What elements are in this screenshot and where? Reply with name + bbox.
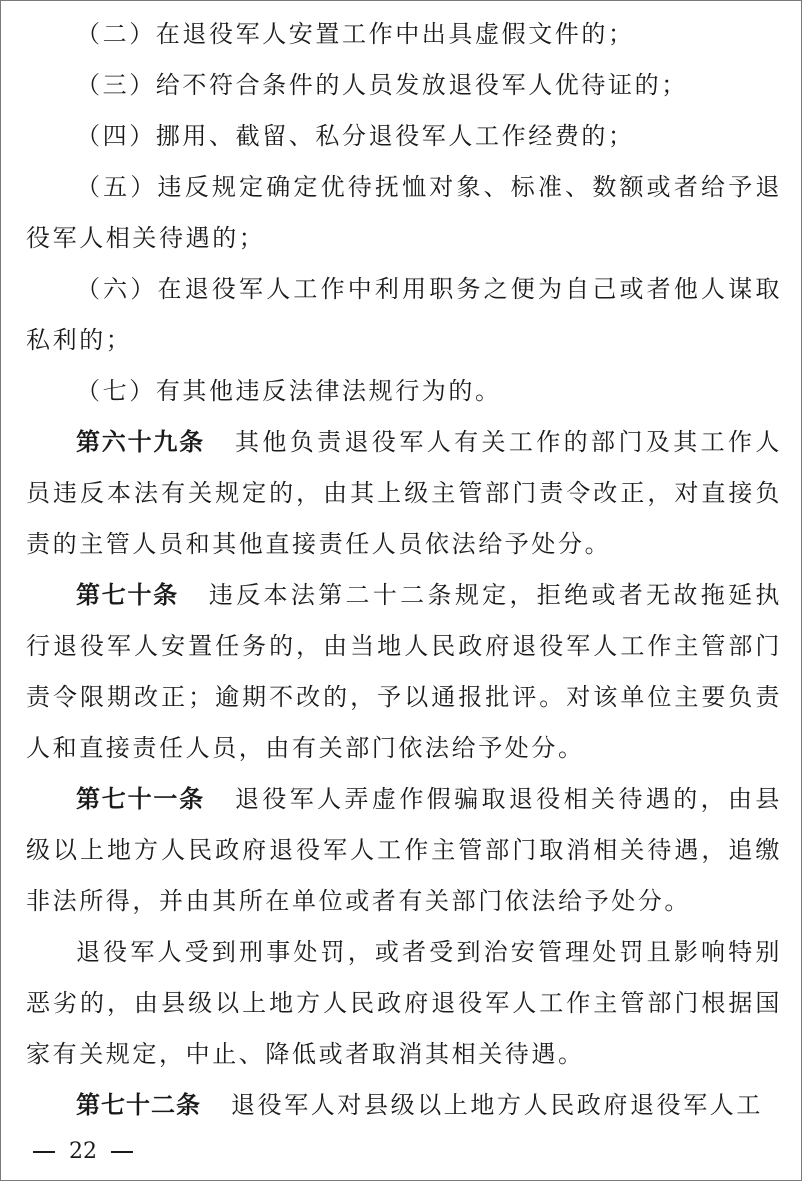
article-72-text: 退役军人对县级以上地方人民政府退役军人工	[231, 1091, 763, 1119]
article-71	[26, 774, 782, 927]
article-70-text: 违反本法第二十二条规定，拒绝或者无故拖延执行退役军人安置任务的，由当地人民政府退役军人工作主管部门责令限期改正；逾期不改的，予以通报批评。对该单位主要负责人和直接责任人员，由有关部门依法给予处分。	[26, 581, 782, 762]
footer-dash-right	[111, 1151, 133, 1153]
paragraph-item-2: （二）在退役军人安置工作中出具虚假文件的；	[76, 20, 635, 48]
article-70-title: 第七十条	[76, 581, 179, 609]
article-72	[26, 1080, 782, 1131]
article-69	[26, 417, 782, 570]
paragraph-item-7: （七）有其他违反法律法规行为的。	[76, 377, 502, 405]
document-body	[26, 9, 782, 1131]
article-69-text: 其他负责退役军人有关工作的部门及其工作人员违反本法有关规定的，由其上级主管部门责令改正，对直接负责的主管人员和其他直接责任人员依法给予处分。	[26, 428, 783, 558]
article-72-title: 第七十二条	[76, 1091, 201, 1119]
paragraph-item-6: （六）在退役军人工作中利用职务之便为自己或者他人谋取私利的；	[26, 275, 782, 354]
article-71-title: 第七十一条	[76, 785, 205, 813]
paragraph-item-4: （四）挪用、截留、私分退役军人工作经费的；	[76, 122, 635, 150]
article-70	[26, 570, 782, 774]
article-71-text: 退役军人弄虚作假骗取退役相关待遇的，由县级以上地方人民政府退役军人工作主管部门取消相关待遇，追缴非法所得，并由其所在单位或者有关部门依法给予处分。	[26, 785, 783, 915]
page-number: 22	[69, 1139, 97, 1164]
page-footer	[33, 1139, 133, 1164]
footer-dash-left	[33, 1151, 55, 1153]
paragraph-item-3: （三）给不符合条件的人员发放退役军人优待证的；	[76, 71, 688, 99]
article-71-paragraph-2: 退役军人受到刑事处罚，或者受到治安管理处罚且影响特别恶劣的，由县级以上地方人民政府退役军人工作主管部门根据国家有关规定，中止、降低或者取消其相关待遇。	[26, 938, 782, 1068]
article-69-title: 第六十九条	[76, 428, 205, 456]
paragraph-item-5: （五）违反规定确定优待抚恤对象、标准、数额或者给予退役军人相关待遇的；	[26, 173, 782, 252]
